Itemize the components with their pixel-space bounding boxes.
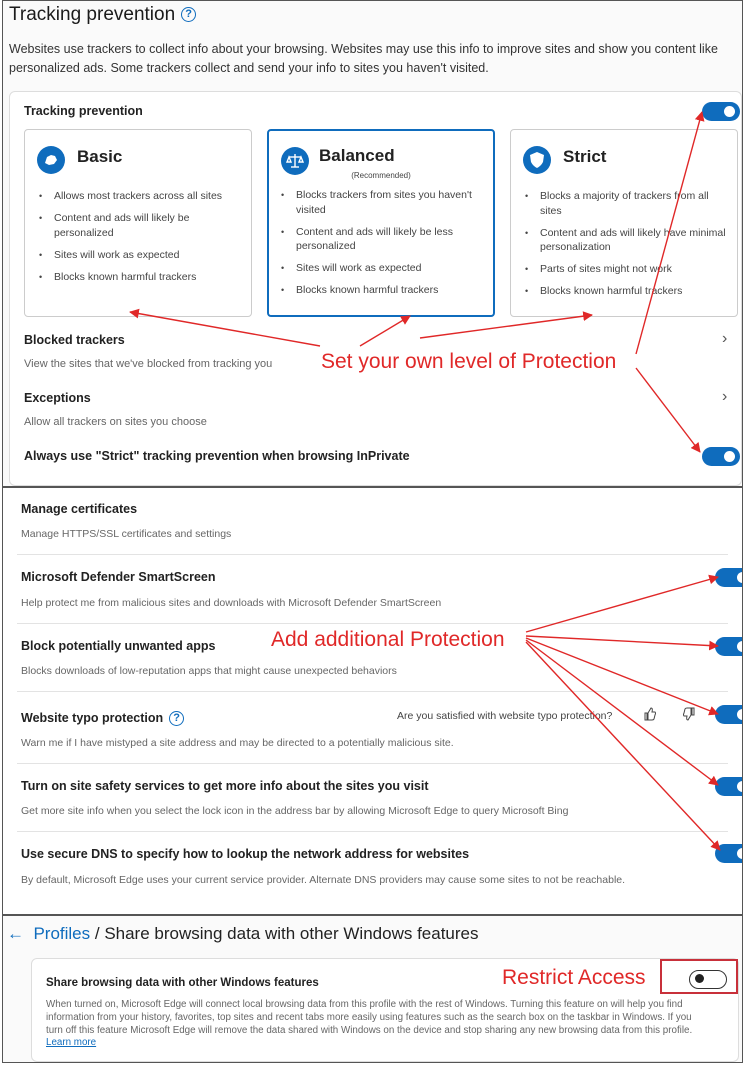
level-bullets <box>525 189 729 306</box>
bullet: • Sites will work as expected <box>281 261 485 276</box>
site-safety-toggle[interactable] <box>715 777 743 796</box>
blocked-trackers-sub: View the sites that we've blocked from tracking you <box>24 358 273 370</box>
divider <box>17 623 728 624</box>
chevron-right-icon[interactable]: › <box>722 330 728 347</box>
bullet: • Blocks a majority of trackers from all sites <box>525 189 729 218</box>
secure-dns-title: Use secure DNS to specify how to lookup the network address for websites <box>21 847 470 861</box>
recommended-label: (Recommended) <box>351 171 411 180</box>
chevron-right-icon[interactable]: › <box>722 388 728 405</box>
level-name: Strict <box>563 147 607 166</box>
typo-protection-label: Website typo protection <box>21 711 164 725</box>
level-name: Balanced <box>319 146 395 165</box>
level-name: Basic <box>77 147 123 166</box>
site-safety-sub: Get more site info when you select the lock icon in the address bar by allowing Microsoft Edge to query Microsoft Bing <box>21 805 569 817</box>
smartscreen-title: Microsoft Defender SmartScreen <box>21 570 216 584</box>
typo-protection-toggle[interactable] <box>715 705 743 724</box>
smartscreen-toggle[interactable] <box>715 568 743 587</box>
inprivate-label: Always use "Strict" tracking prevention when browsing InPrivate <box>24 449 410 463</box>
bullet: • Allows most trackers across all sites <box>39 189 243 204</box>
learn-more-link[interactable]: Learn more <box>46 1037 97 1049</box>
page-title: Tracking prevention <box>9 4 176 25</box>
pua-title: Block potentially unwanted apps <box>21 639 216 653</box>
share-text: When turned on, Microsoft Edge will connect local browsing data from this profile with the rest of Windows. Turning this feature on will help you find information from your history, favorites, top sites and recent tabs more easily using features such as the search box on the taskbar in Windows. If you turn off this feature Microsoft Edge will remove the data shared with Windows on the device and stop sharing any new browsing data from this profile. <box>46 999 693 1036</box>
level-bullets <box>39 189 243 292</box>
smartscreen-sub: Help protect me from malicious sites and downloads with Microsoft Defender SmartScreen <box>21 597 442 609</box>
breadcrumb-separator: / <box>90 924 105 943</box>
exceptions-sub: Allow all trackers on sites you choose <box>24 416 207 428</box>
typo-protection-title <box>21 711 184 726</box>
pua-sub: Blocks downloads of low-reputation apps that might cause unexpected behaviors <box>21 665 397 677</box>
shield-icon <box>523 146 551 174</box>
back-arrow-icon[interactable]: ← <box>7 924 24 943</box>
tracking-heading <box>9 4 196 26</box>
bullet: • Blocks trackers from sites you haven't visited <box>281 188 485 217</box>
site-safety-title: Turn on site safety services to get more info about the sites you visit <box>21 779 429 793</box>
annotation-own-level: Set your own level of Protection <box>321 350 617 373</box>
secure-dns-sub: By default, Microsoft Edge uses your current service provider. Alternate DNS providers may cause some sites to not be reachable. <box>21 874 626 886</box>
tracking-description: Websites use trackers to collect info about your browsing. Websites may use this info to improve sites and show you content like personalized ads. Some trackers collect and send your info to sites you haven't visited. <box>9 42 718 75</box>
bullet: • Sites will work as expected <box>39 248 243 263</box>
share-title: Share browsing data with other Windows features <box>46 977 319 989</box>
annotation-restrict: Restrict Access <box>502 966 646 989</box>
bullet: • Content and ads will likely be personalized <box>39 211 243 240</box>
share-description <box>46 999 711 1050</box>
blocked-trackers-title[interactable]: Blocked trackers <box>24 333 125 347</box>
tracking-prevention-panel <box>2 0 743 487</box>
level-strict[interactable] <box>510 129 738 317</box>
inprivate-toggle[interactable] <box>702 447 740 466</box>
thumbs-down-icon[interactable] <box>682 707 696 726</box>
tracking-toggle[interactable] <box>702 102 740 121</box>
secure-dns-toggle[interactable] <box>715 844 743 863</box>
manage-certificates-title[interactable]: Manage certificates <box>21 502 138 516</box>
annotation-additional: Add additional Protection <box>271 628 505 651</box>
pua-toggle[interactable] <box>715 637 743 656</box>
thumbs-up-icon[interactable] <box>643 707 657 726</box>
security-panel <box>2 487 743 915</box>
feedback-question: Are you satisfied with website typo protection? <box>397 710 613 722</box>
exceptions-title[interactable]: Exceptions <box>24 391 91 405</box>
level-bullets <box>281 188 485 305</box>
divider <box>17 554 728 555</box>
typo-protection-sub: Warn me if I have mistyped a site address and may be directed to a potentially malicious site. <box>21 737 454 749</box>
tracking-card <box>9 91 742 486</box>
divider <box>17 763 728 764</box>
level-balanced[interactable] <box>267 129 495 317</box>
level-basic[interactable] <box>24 129 252 317</box>
bullet: • Content and ads will likely have minimal personalization <box>525 226 729 255</box>
bullet: • Blocks known harmful trackers <box>39 270 243 285</box>
page-title: Share browsing data with other Windows features <box>104 924 479 943</box>
bullet: • Parts of sites might not work <box>525 262 729 277</box>
breadcrumb <box>7 924 479 944</box>
bullet: • Blocks known harmful trackers <box>281 283 485 298</box>
divider <box>17 831 728 832</box>
restrict-highlight-box <box>660 959 738 994</box>
help-icon[interactable]: ? <box>181 7 196 22</box>
divider <box>17 691 728 692</box>
manage-certificates-sub: Manage HTTPS/SSL certificates and settings <box>21 528 232 540</box>
basic-icon <box>37 146 65 174</box>
help-icon[interactable]: ? <box>169 711 184 726</box>
bullet: • Content and ads will likely be less personalized <box>281 225 485 254</box>
profiles-link[interactable]: Profiles <box>33 924 91 943</box>
tracking-toggle-label: Tracking prevention <box>24 104 143 118</box>
bullet: • Blocks known harmful trackers <box>525 284 729 299</box>
